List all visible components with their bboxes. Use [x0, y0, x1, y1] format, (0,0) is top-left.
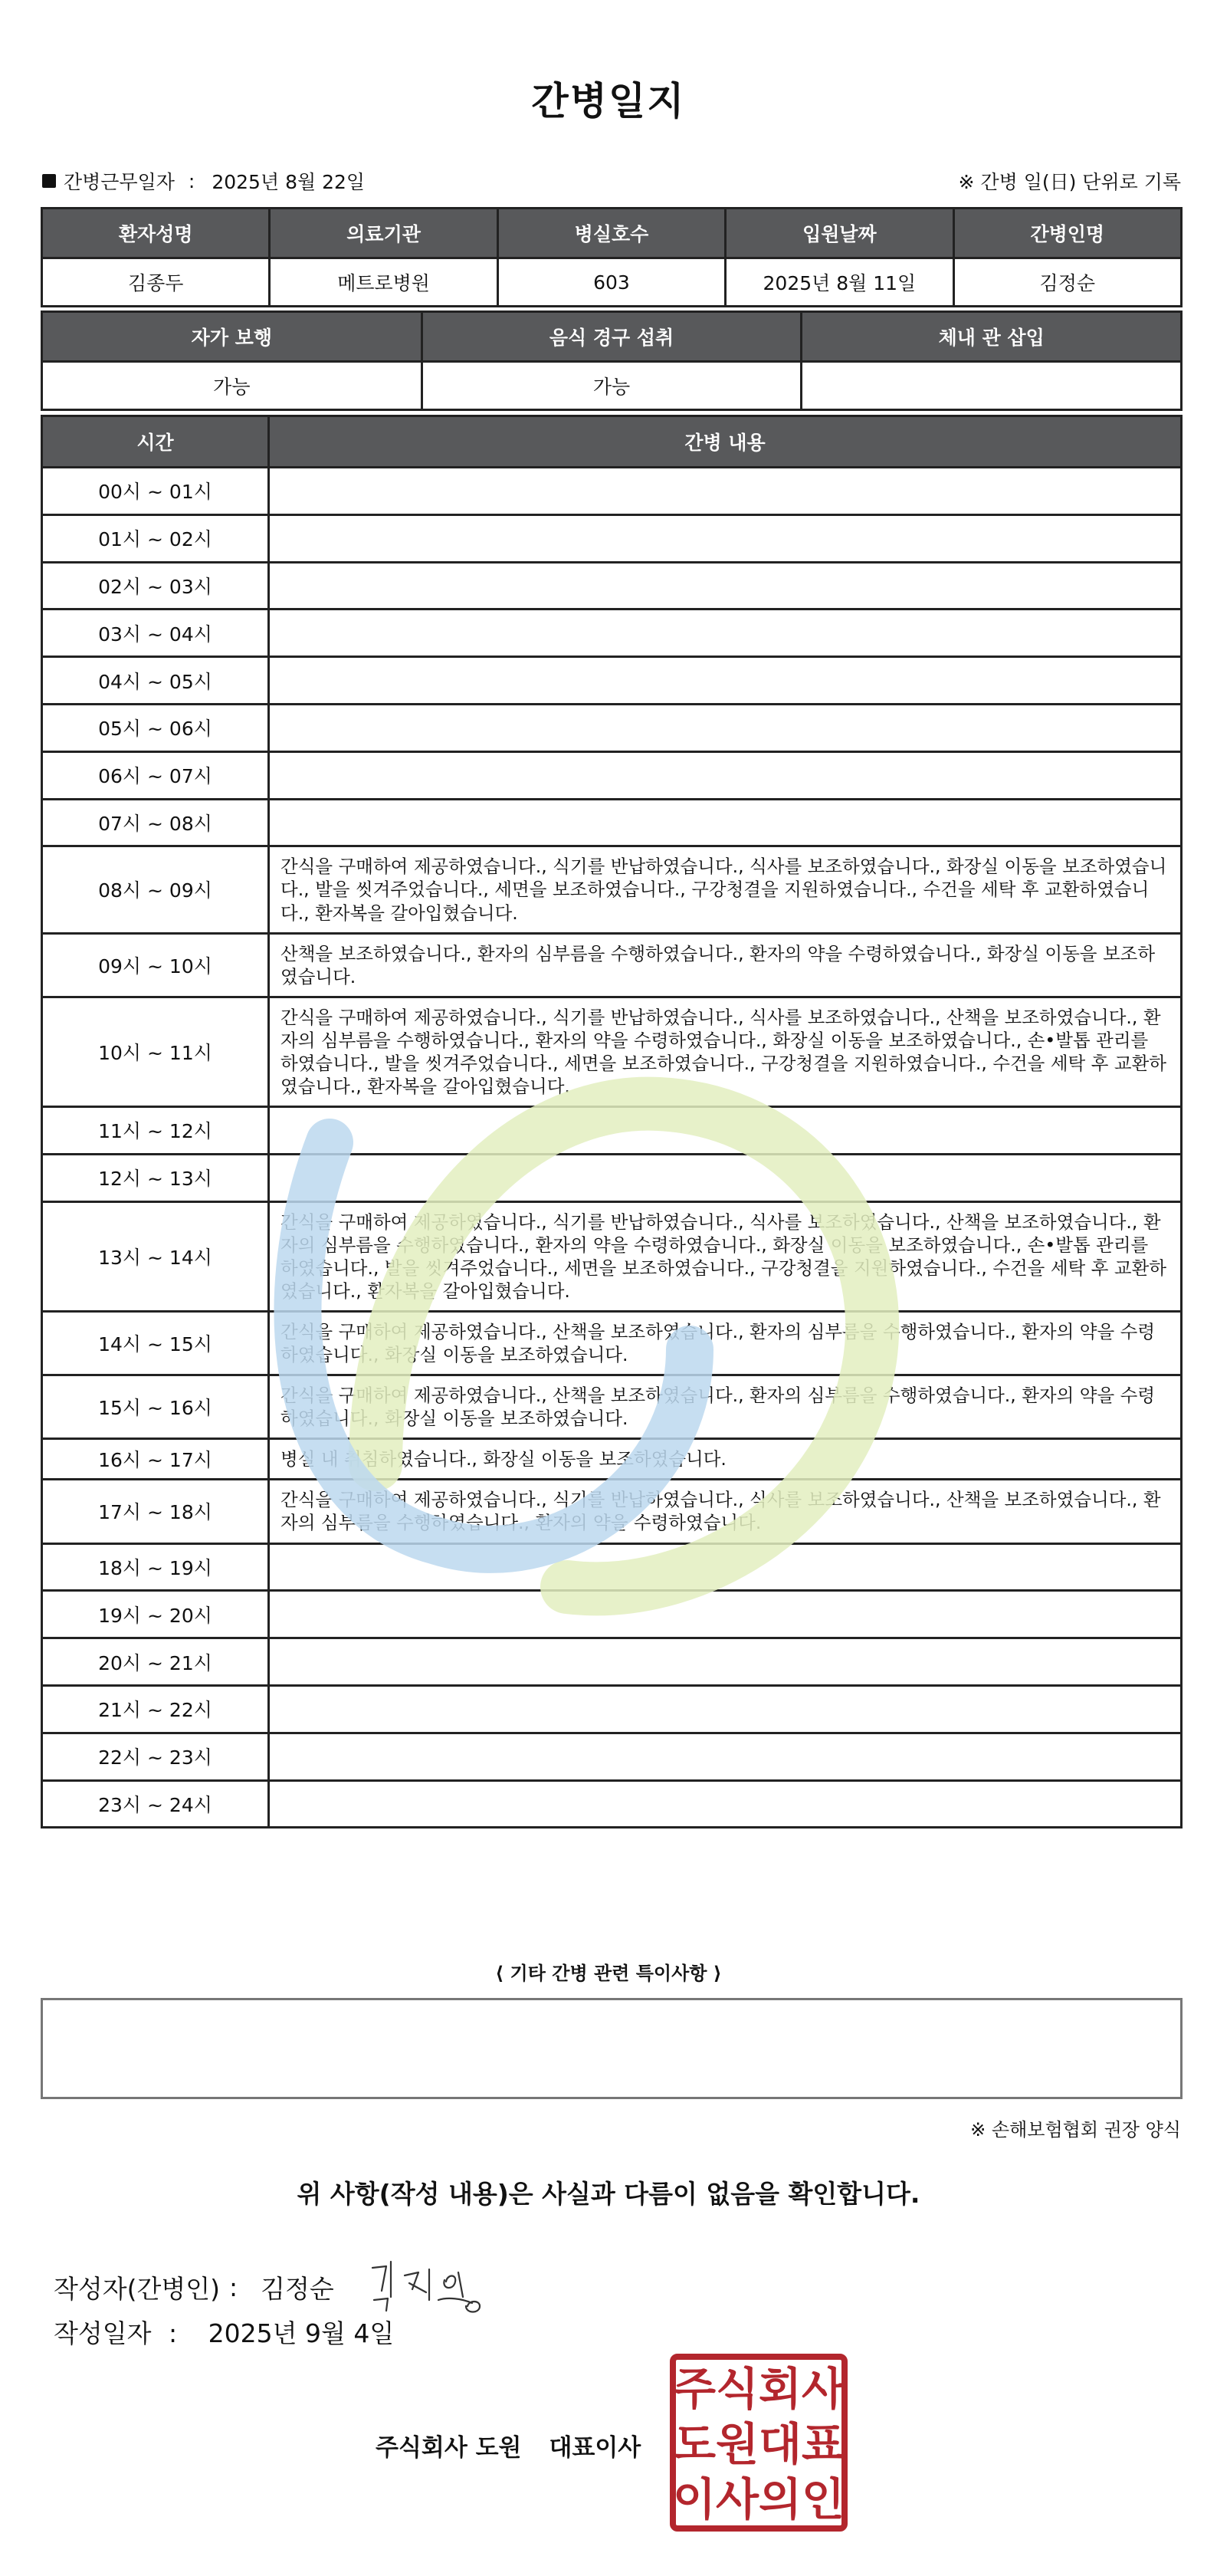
care-log-content: 간식을 구매하여 제공하였습니다., 식기를 반납하였습니다., 식사를 보조하였습니다., 산책을 보조하였습니다., 환자의 심부름을 수행하였습니다., 환자의 약을 수령하였습니다., 화장실 이동을 보조하였습니다., 손•발톱 관리를 하였습니다., 발을 씻겨주었습니다., 세면을 보조하였습니다., 구강청결을 지원하였습니다., 수건을 세탁 후 교환하였습니다., 환자복을 갈아입혔습니다.: [269, 1201, 1182, 1311]
care-log-row: [42, 1107, 1182, 1155]
header-patient-name: 환자성명: [42, 209, 270, 258]
care-log-row: [42, 799, 1182, 846]
patient-status-table: [41, 310, 1183, 411]
care-log-time: 10시 ~ 11시: [42, 997, 269, 1106]
header-self-walking: 자가 보행: [42, 312, 422, 362]
document-title: 간병일지: [531, 79, 686, 123]
care-log-row: [42, 1480, 1182, 1543]
care-log-row: [42, 933, 1182, 997]
care-log-time: 13시 ~ 14시: [42, 1201, 269, 1311]
patient-info-table: [41, 207, 1183, 307]
care-log-row: [42, 846, 1182, 933]
care-log-time: 14시 ~ 15시: [42, 1311, 269, 1375]
care-log-content: [269, 1154, 1182, 1201]
care-log-row: [42, 562, 1182, 610]
recommendation-note: ※ 손해보험협회 권장 양식: [970, 2119, 1181, 2141]
oral-intake-value: 가능: [422, 362, 802, 410]
caregiver-name: 김정순: [953, 258, 1181, 307]
care-log-time: 05시 ~ 06시: [42, 704, 269, 751]
patient-info-value-row: [42, 258, 1182, 307]
care-log-content: [269, 1733, 1182, 1780]
header-tube-insertion: 체내 관 삽입: [802, 312, 1182, 362]
patient-info-header-row: [42, 209, 1182, 258]
care-log-content: 간식을 구매하여 제공하였습니다., 식기를 반납하였습니다., 식사를 보조하였습니다., 화장실 이동을 보조하였습니다., 발을 씻겨주었습니다., 세면을 보조하였습니다., 구강청결을 지원하였습니다., 수건을 세탁 후 교환하였습니다., 환자복을 갈아입혔습니다.: [269, 846, 1182, 933]
work-date-line: [42, 167, 365, 195]
care-log-content: [269, 1107, 1182, 1155]
header-admission-date: 입원날짜: [726, 209, 953, 258]
company-line: [376, 2428, 641, 2463]
care-log-time: 23시 ~ 24시: [42, 1780, 269, 1828]
writer-colon: :: [229, 2272, 238, 2302]
care-log-row: [42, 751, 1182, 799]
care-log-row: [42, 1311, 1182, 1375]
care-log-content: [269, 1780, 1182, 1828]
care-log-time: 07시 ~ 08시: [42, 799, 269, 846]
work-date-label: 간병근무일자: [64, 171, 175, 193]
care-log-row: [42, 1733, 1182, 1780]
care-log-content: [269, 1591, 1182, 1638]
care-log-row: [42, 1685, 1182, 1733]
patient-name: 김종두: [42, 258, 270, 307]
care-log-row: [42, 1375, 1182, 1439]
care-log-time: 19시 ~ 20시: [42, 1591, 269, 1638]
care-log-row: [42, 1543, 1182, 1591]
header-oral-intake: 음식 경구 섭취: [422, 312, 802, 362]
notes-heading: ⟨ 기타 간병 관련 특이사항 ⟩: [495, 1963, 722, 1984]
written-date-colon: :: [169, 2318, 178, 2348]
notes-box: [41, 1998, 1183, 2099]
care-log-time: 11시 ~ 12시: [42, 1107, 269, 1155]
care-log-content: [269, 799, 1182, 846]
care-log-time: 16시 ~ 17시: [42, 1439, 269, 1480]
care-log-time: 01시 ~ 02시: [42, 514, 269, 562]
care-log-time: 22시 ~ 23시: [42, 1733, 269, 1780]
care-log-row: [42, 1780, 1182, 1828]
care-log-row: [42, 1439, 1182, 1480]
self-walking-value: 가능: [42, 362, 422, 410]
care-log-time: 02시 ~ 03시: [42, 562, 269, 610]
admission-date: 2025년 8월 11일: [726, 258, 953, 307]
care-log-row: [42, 1201, 1182, 1311]
care-log-header-row: [42, 416, 1182, 468]
care-log-row: [42, 514, 1182, 562]
header-room-number: 병실호수: [497, 209, 725, 258]
care-log-content: [269, 704, 1182, 751]
care-log-content: 산책을 보조하였습니다., 환자의 심부름을 수행하였습니다., 환자의 약을 수령하였습니다., 화장실 이동을 보조하였습니다.: [269, 933, 1182, 997]
unit-note: ※ 간병 일(日) 단위로 기록: [958, 171, 1181, 193]
care-log-row: [42, 1591, 1182, 1638]
care-log-time: 06시 ~ 07시: [42, 751, 269, 799]
writer-line: [54, 2252, 495, 2321]
care-log-row: [42, 1154, 1182, 1201]
room-number: 603: [497, 258, 725, 307]
care-log-content: [269, 514, 1182, 562]
written-date-line: [54, 2314, 394, 2350]
care-log-time: 00시 ~ 01시: [42, 468, 269, 515]
company-name: 주식회사 도원: [376, 2434, 522, 2462]
written-date-label: 작성일자: [54, 2318, 152, 2348]
header-time: 시간: [42, 416, 269, 468]
care-log-content: 간식을 구매하여 제공하였습니다., 식기를 반납하였습니다., 식사를 보조하였습니다., 산책을 보조하였습니다., 환자의 심부름을 수행하였습니다., 환자의 약을 수령하였습니다.: [269, 1480, 1182, 1543]
care-log-content: [269, 1543, 1182, 1591]
status-header-row: [42, 312, 1182, 362]
care-log-time: 20시 ~ 21시: [42, 1638, 269, 1686]
care-log-content: [269, 610, 1182, 657]
company-seal: [670, 2354, 848, 2532]
care-log-time: 04시 ~ 05시: [42, 657, 269, 705]
seal-line-2: 도원대표: [672, 2418, 845, 2470]
care-log-row: [42, 997, 1182, 1106]
care-log-time: 18시 ~ 19시: [42, 1543, 269, 1591]
care-log-content: 병실 내 취침하였습니다., 화장실 이동을 보조하였습니다.: [269, 1439, 1182, 1480]
written-date-value: 2025년 9월 4일: [208, 2318, 395, 2348]
care-log-time: 08시 ~ 09시: [42, 846, 269, 933]
care-log-row: [42, 1638, 1182, 1686]
work-date-colon: :: [188, 169, 195, 192]
care-log-content: 간식을 구매하여 제공하였습니다., 식기를 반납하였습니다., 식사를 보조하였습니다., 산책을 보조하였습니다., 환자의 심부름을 수행하였습니다., 환자의 약을 수령하였습니다., 화장실 이동을 보조하였습니다., 손•발톱 관리를 하였습니다., 발을 씻겨주었습니다., 세면을 보조하였습니다., 구강청결을 지원하였습니다., 수건을 세탁 후 교환하였습니다., 환자복을 갈아입혔습니다.: [269, 997, 1182, 1106]
writer-name: 김정순: [261, 2273, 334, 2304]
care-log-body: [42, 468, 1182, 1828]
care-log-row: [42, 468, 1182, 515]
care-log-content: [269, 562, 1182, 610]
care-log-time: 21시 ~ 22시: [42, 1685, 269, 1733]
confirmation-statement: 위 사항(작성 내용)은 사실과 다름이 없음을 확인합니다.: [297, 2179, 920, 2209]
header-caregiver-name: 간병인명: [953, 209, 1181, 258]
care-log-time: 15시 ~ 16시: [42, 1375, 269, 1439]
care-log-table: [41, 415, 1183, 1829]
handwritten-signature: [365, 2252, 495, 2321]
care-log-content: [269, 657, 1182, 705]
seal-line-3: 이사의인: [672, 2473, 845, 2525]
writer-label: 작성자(간병인): [54, 2273, 221, 2304]
square-bullet-icon: [42, 174, 56, 188]
care-log-row: [42, 657, 1182, 705]
care-log-time: 17시 ~ 18시: [42, 1480, 269, 1543]
company-title: 대표이사: [549, 2434, 641, 2462]
care-log-content: 간식을 구매하여 제공하였습니다., 산책을 보조하였습니다., 환자의 심부름을 수행하였습니다., 환자의 약을 수령하였습니다., 화장실 이동을 보조하였습니다.: [269, 1375, 1182, 1439]
care-log-content: [269, 468, 1182, 515]
care-log-row: [42, 704, 1182, 751]
care-log-content: [269, 1638, 1182, 1686]
hospital-name: 메트로병원: [270, 258, 497, 307]
care-log-row: [42, 610, 1182, 657]
seal-line-1: 주식회사: [672, 2363, 845, 2415]
care-log-content: [269, 751, 1182, 799]
care-log-time: 03시 ~ 04시: [42, 610, 269, 657]
care-log-time: 09시 ~ 10시: [42, 933, 269, 997]
tube-insertion-value: [802, 362, 1182, 410]
header-care-content: 간병 내용: [269, 416, 1182, 468]
header-hospital: 의료기관: [270, 209, 497, 258]
care-log-content: 간식을 구매하여 제공하였습니다., 산책을 보조하였습니다., 환자의 심부름을 수행하였습니다., 환자의 약을 수령하였습니다., 화장실 이동을 보조하였습니다.: [269, 1311, 1182, 1375]
work-date-value: 2025년 8월 22일: [212, 171, 366, 193]
care-log-time: 12시 ~ 13시: [42, 1154, 269, 1201]
status-value-row: [42, 362, 1182, 410]
care-log-content: [269, 1685, 1182, 1733]
